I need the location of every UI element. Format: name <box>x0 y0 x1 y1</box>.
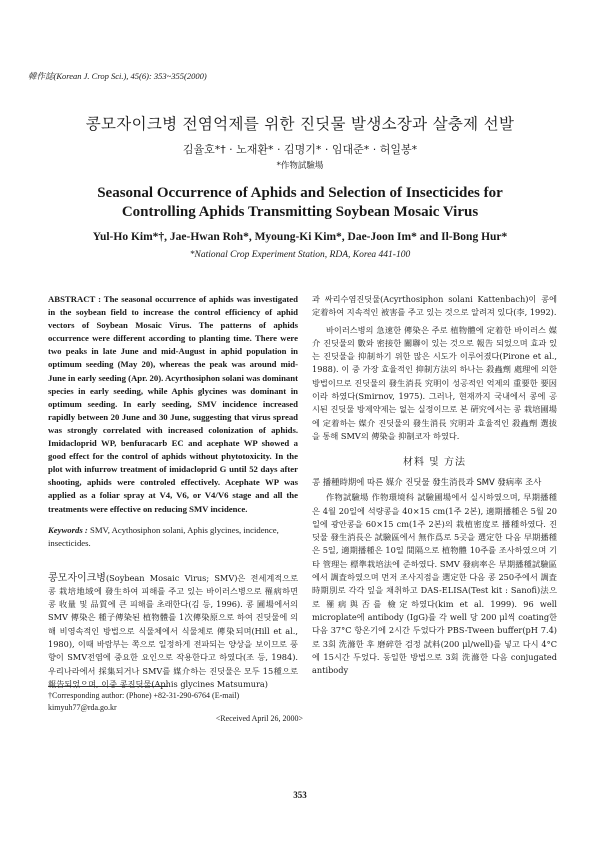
received-date: <Received April 26, 2000> <box>215 714 303 723</box>
korean-affiliation: *作物試驗場 <box>276 161 324 171</box>
korean-authors: 김율호*† · 노재환* · 김명기* · 임대준* · 허일봉* <box>182 143 418 156</box>
footnote-divider <box>48 686 168 687</box>
methods-paragraph-1: 作物試驗場 作物環境科 試驗圃場에서 실시하였으며, 早期播種은 4월 20일에 석량콩을 40×15 cm(1주 2본), 適期播種은 5월 20일에 광안콩을 60×15 cm(1주 2본)의 栽植密度로 播種하였다. 진딧물 發生消長은 試驗區에서 無作爲로 5곳을 選定한 다음 早期播種은 5일, 適期播種은 10일 間隔으로 植物體 10주를 조사하였으며 기타 管理는 標準栽培法에 준하였다. SMV 發病率은 早期播種試驗區에서 調査하였으며 먼저 조사지점을 選定한 다음 콩 250주에서 調査時期別로 각각 잎을 채취하고 DAS-ELISA(Test kit : Sanofi)法으로 罹病與否를 檢定하였다(kim et al. 1999). 96 well microplate에 antibody (IgG)를 각 well 당 200 μl씩 coating한 다음 37°C 항온기에 2시간 두었다가 PBS-Tween buffer(pH 7.4)로 3회 洗滌한 후 磨碎한 검정 試料(200 μl/well)를 넣고 다시 4°C에 15시간 두었다. 동일한 방법으로 3회 洗滌한 다음 conjugated antibody <box>312 492 557 676</box>
methods-heading: 材料 및 方法 <box>402 457 467 469</box>
english-affiliation: *National Crop Experiment Station, RDA, Korea 441-100 <box>189 250 411 260</box>
footnote <box>48 690 303 725</box>
abstract-text: The seasonal occurrence of aphids was investigated in the soybean field to increase the control efficiency of aphid vectors of Soybean Mosaic Virus. The patterns of aphids occurrence were different according to planting time. There were two peaks in late June and mid-August in aphid population in optimum seeding (May 20), whereas the peak was around mid-June in early seeding (Apr. 20). Acyrthosiphon solani was dominant species in early seeding, while Aphis glycines was dominant in optimum seeding. In early seeding, SMV incidence increased rapidly between 20 June and 30 June, suggesting that virus spread was strongly correlated with increased colonization of aphids. Imidacloprid WP, benfuracarb EC and acephate WP showed a good effect for the control of aphids without phytotoxicity. In the plot with infurrow treatment of imidacloprid G until 52 days after shooting, aphids were controled effectively. Acephate WP was applied as a foliar spray at V4, V6, or V4/V6 stage and all the treatments were effective on reducing SMV incidence. <box>48 294 298 514</box>
abstract <box>48 293 298 516</box>
intro-paragraph <box>48 572 298 692</box>
right-paragraph-2: 바이러스병의 急速한 傳染은 주로 植物體에 定着한 바이러스 媒介 진딧물의 數와 密接한 關聯이 있는 것으로 報告 되었으며 효과 있는 진딧물을 抑制하기 위한 많은 시도가 이루어졌다(Pirone et al., 1988). 이 중 가장 효율적인 抑制方法의 하나는 殺蟲劑 處理에 의한 방법이므로 진딧물의 發生消長 究明이 성공적인 억제의 重要한 要因이라 하였다(Smirnov, 1975). 그러나, 현재까지 국내에서 콩에 공시된 진딧물 방제약제는 없는 실정이므로 본 硏究에서는 콩 栽培圃場에 定着하는 媒介 진딧물의 發生消長 究明과 효율적인 殺蟲劑 選拔을 통해 SMV의 傳染을 抑制코자 하였다. <box>312 324 557 441</box>
korean-title: 콩모자이크병 전염억제를 위한 진딧물 발생소장과 살충제 선발 <box>85 115 515 133</box>
corresponding-author: †Corresponding author: (Phone) +82-31-290-6764 (E-mail) kimyuh77@rda.go.kr <box>48 691 240 712</box>
page-number: 353 <box>293 790 307 800</box>
english-title-line1: Seasonal Occurrence of Aphids and Selection of Insecticides for <box>97 185 503 201</box>
journal-reference: 韓作誌(Korean J. Crop Sci.), 45(6): 353~355(2000) <box>28 71 207 81</box>
intro-leadword: 콩모자이크병 <box>48 572 106 584</box>
keywords <box>48 524 298 550</box>
right-column <box>312 293 557 677</box>
intro-text: (Soybean Mosaic Virus; SMV)은 전세계적으로 콩 栽培地域에 發生하여 피해를 주고 있는 바이러스병으로 罹病하면 콩 收量 및 品質에 큰 피해를 초래한다(김 등, 1996). 콩 圃場에서의 SMV 傳染은 種子傳染된 植物體를 1次傳染原으로 하여 진딧물에 의해 비영속적인 방법으로 식물체에서 식물체로 傳染되며(Hill et al., 1980), 이때 바람부는 쪽으로 일정하게 전파되는 양상을 보이므로 풍향이 SMV전염에 중요한 요인으로 작용한다고 하였다(조 등, 1984). 우리나라에서 採集되거나 SMV를 媒介하는 진딧물은 모두 15種으로 報告되었으며, 이중 콩진딧물(Aphis glycines Matsumura) <box>48 572 298 689</box>
english-title-line2: Controlling Aphids Transmitting Soybean Mosaic Virus <box>121 204 479 220</box>
right-paragraph-1: 과 싸리수염진딧물(Acyrthosiphon solani Kattenbach)이 콩에 定着하여 지속적인 被害를 주고 있는 것으로 알려져 있다(李, 1992). <box>312 294 557 318</box>
english-title <box>0 184 600 222</box>
keywords-label: Keywords : <box>48 524 88 535</box>
keywords-text: SMV, Acythosiphon solani, Aphis glycines, incidence, insecticides. <box>48 524 279 548</box>
english-authors: Yul-Ho Kim*†, Jae-Hwan Roh*, Myoung-Ki Kim*, Dae-Joon Im* and Il-Bong Hur* <box>92 231 508 243</box>
abstract-label: ABSTRACT : <box>48 294 101 304</box>
left-column <box>48 293 298 691</box>
methods-subheading: 콩 播種時期에 따른 媒介 진딧물 發生消長과 SMV 發病率 조사 <box>312 477 542 488</box>
